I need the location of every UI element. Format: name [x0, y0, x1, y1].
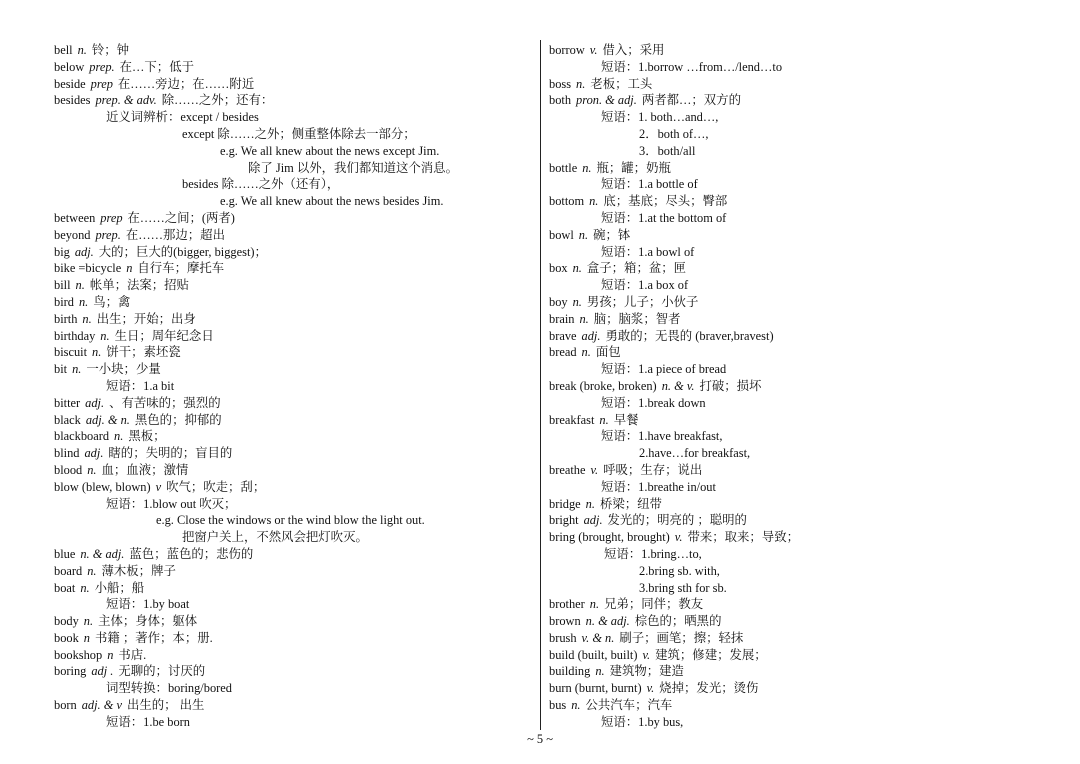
- definition: 黑色的；抑郁的: [134, 412, 222, 427]
- vocab-note: 短语：1.a piece of bread: [601, 362, 727, 377]
- headword: blue: [54, 546, 76, 561]
- part-of-speech: pron. & adj.: [576, 93, 637, 108]
- definition: 建筑；修建；发展；: [655, 647, 767, 662]
- definition: 发光的；明亮的 ；聪明的: [607, 513, 747, 528]
- headword: between: [54, 210, 96, 225]
- part-of-speech: adj.: [85, 395, 105, 410]
- definition: 生日；周年纪念日: [114, 328, 214, 343]
- headword: brother: [549, 597, 585, 612]
- headword: bottom: [549, 194, 585, 209]
- part-of-speech: adj. & v: [81, 698, 122, 713]
- headword: bowl: [549, 227, 574, 242]
- definition: 公共汽车；汽车: [585, 698, 673, 713]
- part-of-speech: v.: [646, 681, 655, 696]
- vocab-entry: [54, 479, 532, 496]
- headword: beyond: [54, 227, 91, 242]
- headword: bring (brought, brought): [549, 530, 670, 545]
- definition: 脑；脑浆；智者: [593, 311, 681, 326]
- definition: 饼干；素坯瓷: [106, 345, 181, 360]
- vocab-entry: [54, 59, 532, 76]
- vocab-entry: [549, 160, 1039, 177]
- part-of-speech: prep. & adv.: [95, 93, 157, 108]
- vocab-entry: [54, 663, 532, 680]
- part-of-speech: prep: [100, 210, 123, 225]
- definition: 自行车；摩托车: [137, 261, 225, 276]
- headword: boss: [549, 76, 572, 91]
- definition: 棕色的；晒黑的: [634, 614, 722, 629]
- vocab-entry: [54, 428, 532, 445]
- part-of-speech: n.: [82, 311, 92, 326]
- vocab-note: 短语：1.break down: [601, 395, 706, 410]
- vocab-entry: [549, 328, 1039, 345]
- vocab-note: 短语：1.by boat: [106, 597, 190, 612]
- definition: 吹气；吹走；刮；: [166, 479, 266, 494]
- headword: bird: [54, 294, 74, 309]
- headword: black: [54, 412, 81, 427]
- vocab-entry: [549, 311, 1039, 328]
- definition: 在……之间；(两者): [127, 210, 235, 225]
- vocab-entry: [54, 697, 532, 714]
- definition: 带来；取来；导致；: [687, 530, 799, 545]
- part-of-speech: n.: [581, 345, 591, 360]
- headword: born: [54, 698, 77, 713]
- headword: bread: [549, 345, 577, 360]
- part-of-speech: n.: [87, 462, 97, 477]
- vocab-entry: [54, 294, 532, 311]
- part-of-speech: adj.: [581, 328, 601, 343]
- page-number: ~ 5 ~: [527, 732, 553, 746]
- part-of-speech: n.: [92, 345, 102, 360]
- vocab-entry: [549, 462, 1039, 479]
- left-column: [54, 42, 532, 731]
- column-divider: [540, 40, 541, 730]
- part-of-speech: n.: [100, 328, 110, 343]
- vocab-entry: [549, 630, 1039, 647]
- vocab-entry: [54, 647, 532, 664]
- vocab-entry: [54, 630, 532, 647]
- definition: 鸟；禽: [93, 294, 131, 309]
- right-column: [549, 42, 1039, 731]
- vocab-note: e.g. Close the windows or the wind blow the light out.: [156, 513, 425, 528]
- definition: 大的；巨大的(bigger, biggest)；: [98, 244, 267, 259]
- definition: 烧掉；发光；烫伤: [659, 681, 759, 696]
- definition: 面包: [595, 345, 621, 360]
- part-of-speech: n.: [578, 227, 589, 242]
- part-of-speech: n.: [75, 278, 85, 293]
- part-of-speech: v.: [589, 43, 598, 57]
- headword: boy: [549, 294, 568, 309]
- definition: 出生；开始；出身: [96, 311, 196, 326]
- part-of-speech: n: [107, 647, 114, 662]
- definition: 帐单；法案；招贴: [89, 278, 189, 293]
- vocab-note: 2．both of…,: [639, 126, 709, 141]
- part-of-speech: v.: [674, 530, 683, 545]
- part-of-speech: n.: [589, 194, 599, 209]
- headword: break (broke, broken): [549, 378, 657, 393]
- headword: blood: [54, 462, 83, 477]
- vocab-entry: [549, 260, 1039, 277]
- part-of-speech: n.: [595, 664, 605, 679]
- vocab-entry: [549, 344, 1039, 361]
- vocab-note: 短语：1. both…and…,: [601, 110, 719, 125]
- vocab-entry: [54, 462, 532, 479]
- vocab-note: 短语：1.borrow …from…/lend…to: [601, 59, 783, 74]
- part-of-speech: prep.: [95, 227, 121, 242]
- part-of-speech: adj.: [583, 513, 603, 528]
- definition: 瓶；罐；奶瓶: [596, 160, 671, 175]
- headword: breakfast: [549, 412, 595, 427]
- part-of-speech: v: [155, 479, 162, 494]
- vocab-entry: [54, 361, 532, 378]
- vocab-entry: [54, 580, 532, 597]
- vocab-entry: [549, 512, 1039, 529]
- headword: blackboard: [54, 429, 110, 444]
- vocab-note: 3.bring sth for sb.: [639, 580, 727, 595]
- definition: 在…下；低于: [119, 59, 194, 74]
- part-of-speech: n.: [72, 362, 82, 377]
- vocab-note: 短语：1.be born: [106, 714, 190, 729]
- vocab-entry: [54, 412, 532, 429]
- definition: 男孩；儿子；小伙子: [586, 294, 699, 309]
- part-of-speech: n.: [77, 43, 87, 57]
- headword: big: [54, 244, 70, 259]
- definition: 、有苦味的；强烈的: [109, 395, 221, 410]
- definition: 呼吸；生存；说出: [603, 462, 703, 477]
- definition: 主体；身体；躯体: [98, 614, 198, 629]
- vocab-note: e.g. We all knew about the news except Jim.: [220, 143, 440, 158]
- headword: both: [549, 93, 572, 108]
- definition: 桥梁；纽带: [599, 496, 662, 511]
- headword: bell: [54, 43, 73, 57]
- vocab-entry: [54, 563, 532, 580]
- part-of-speech: adj. & n.: [85, 412, 130, 427]
- part-of-speech: n.: [80, 580, 90, 595]
- headword: brush: [549, 630, 577, 645]
- part-of-speech: n.: [579, 311, 589, 326]
- vocab-note: 短语：1.at the bottom of: [601, 210, 727, 225]
- headword: boring: [54, 664, 87, 679]
- vocab-note: 短语：1.by bus,: [601, 714, 684, 729]
- part-of-speech: n.: [582, 160, 592, 175]
- definition: 一小块；少量: [86, 362, 161, 377]
- part-of-speech: n.: [576, 76, 586, 91]
- headword: bitter: [54, 395, 81, 410]
- part-of-speech: n: [126, 261, 133, 276]
- vocab-note: 3．both/all: [639, 143, 696, 158]
- vocab-note: 短语：1.blow out 吹灭；: [106, 496, 237, 511]
- headword: burn (burnt, burnt): [549, 681, 642, 696]
- vocab-note: 短语：1.a box of: [601, 278, 689, 293]
- vocab-entry: [54, 613, 532, 630]
- headword: blind: [54, 446, 80, 461]
- headword: bookshop: [54, 647, 103, 662]
- part-of-speech: n.: [572, 261, 582, 276]
- vocab-note: 短语：1.a bottle of: [601, 177, 698, 192]
- part-of-speech: adj.: [74, 244, 94, 259]
- vocab-entry: [549, 663, 1039, 680]
- headword: breathe: [549, 462, 586, 477]
- vocab-entry: [549, 42, 1039, 59]
- vocab-entry: [54, 311, 532, 328]
- part-of-speech: n.: [585, 496, 595, 511]
- part-of-speech: v.: [590, 462, 599, 477]
- headword: birth: [54, 311, 78, 326]
- headword: bike =bicycle: [54, 261, 122, 276]
- vocab-note: 近义词辨析：except / besides: [106, 110, 259, 125]
- vocab-entry: [54, 395, 532, 412]
- vocab-entry: [549, 378, 1039, 395]
- part-of-speech: n.: [571, 698, 581, 713]
- vocab-entry: [549, 496, 1039, 513]
- part-of-speech: n.: [572, 294, 582, 309]
- vocab-note: except 除……之外；侧重整体除去一部分；: [182, 126, 416, 141]
- definition: 老板；工头: [590, 76, 653, 91]
- definition: 蓝色；蓝色的；悲伤的: [129, 546, 254, 561]
- vocab-entry: [54, 445, 532, 462]
- vocab-entry: [549, 680, 1039, 697]
- part-of-speech: adj.: [84, 446, 104, 461]
- headword: brain: [549, 311, 575, 326]
- headword: biscuit: [54, 345, 88, 360]
- definition: 书店.: [118, 647, 147, 662]
- headword: board: [54, 563, 83, 578]
- part-of-speech: n.: [589, 597, 600, 612]
- vocab-entry: [549, 596, 1039, 613]
- definition: 出生的； 出生: [126, 698, 205, 713]
- vocab-note: 词型转换：boring/bored: [106, 681, 232, 696]
- definition: 碗；钵: [593, 227, 631, 242]
- vocab-entry: [54, 210, 532, 227]
- definition: 除……之外；还有：: [161, 93, 274, 108]
- vocab-entry: [54, 328, 532, 345]
- part-of-speech: prep: [90, 76, 113, 91]
- definition: 血；血液；激情: [101, 462, 189, 477]
- vocab-note: 短语：1.have breakfast,: [601, 429, 723, 444]
- vocab-entry: [54, 244, 532, 261]
- definition: 勇敢的；无畏的 (braver,bravest): [605, 328, 774, 343]
- headword: build (built, built): [549, 647, 638, 662]
- definition: 小船；船: [94, 580, 145, 595]
- vocab-note: 短语：1.bring…to,: [604, 546, 702, 561]
- vocab-entry: [54, 92, 532, 109]
- definition: 在……旁边；在……附近: [117, 76, 255, 91]
- part-of-speech: v.: [642, 647, 651, 662]
- vocab-entry: [549, 76, 1039, 93]
- headword: borrow: [549, 43, 585, 57]
- vocab-note: 2.have…for breakfast,: [639, 446, 751, 461]
- definition: 打破；损坏: [699, 378, 762, 393]
- definition: 铃；钟: [91, 43, 130, 57]
- definition: 薄木板；牌子: [101, 563, 176, 578]
- headword: bit: [54, 362, 68, 377]
- headword: book: [54, 630, 79, 645]
- headword: body: [54, 614, 79, 629]
- headword: besides: [54, 93, 91, 108]
- vocab-entry: [549, 529, 1039, 546]
- definition: 借入；采用: [602, 43, 665, 57]
- definition: 底；基底；尽头；臀部: [603, 194, 728, 209]
- vocab-entry: [549, 227, 1039, 244]
- vocab-note: 短语：1.a bit: [106, 378, 175, 393]
- definition: 早餐: [613, 412, 639, 427]
- vocab-entry: [549, 412, 1039, 429]
- part-of-speech: n.: [78, 294, 89, 309]
- headword: box: [549, 261, 568, 276]
- headword: bridge: [549, 496, 581, 511]
- headword: beside: [54, 76, 86, 91]
- part-of-speech: n. & v.: [661, 378, 695, 393]
- part-of-speech: n.: [87, 563, 97, 578]
- headword: bottle: [549, 160, 578, 175]
- vocab-entry: [54, 277, 532, 294]
- definition: 瞎的；失明的；盲目的: [108, 446, 233, 461]
- part-of-speech: v. & n.: [581, 630, 615, 645]
- headword: bright: [549, 513, 579, 528]
- vocab-entry: [54, 546, 532, 563]
- definition: 兄弟；同伴；教友: [604, 597, 704, 612]
- vocab-entry: [549, 92, 1039, 109]
- vocab-note: 2.bring sb. with,: [639, 563, 720, 578]
- vocab-entry: [549, 647, 1039, 664]
- part-of-speech: n. & adj.: [585, 614, 630, 629]
- vocab-note: 短语：1.a bowl of: [601, 244, 695, 259]
- headword: brown: [549, 614, 581, 629]
- vocab-entry: [54, 227, 532, 244]
- vocab-entry: [54, 344, 532, 361]
- part-of-speech: n.: [114, 429, 124, 444]
- vocab-entry: [549, 193, 1039, 210]
- headword: bill: [54, 278, 71, 293]
- vocab-entry: [54, 42, 532, 59]
- headword: birthday: [54, 328, 96, 343]
- vocab-entry: [54, 76, 532, 93]
- vocab-note: 除了 Jim 以外，我们都知道这个消息。: [248, 160, 458, 175]
- definition: 刷子；画笔；擦；轻抹: [619, 630, 744, 645]
- vocab-note: e.g. We all knew about the news besides Jim.: [220, 194, 444, 209]
- headword: bus: [549, 698, 567, 713]
- definition: 建筑物；建造: [609, 664, 684, 679]
- vocab-entry: [549, 613, 1039, 630]
- vocab-entry: [549, 294, 1039, 311]
- part-of-speech: n. & adj.: [80, 546, 125, 561]
- headword: brave: [549, 328, 577, 343]
- vocab-entry: [549, 697, 1039, 714]
- vocab-note: besides 除……之外（还有），: [182, 177, 340, 192]
- definition: 盒子；箱；盆；匣: [586, 261, 687, 276]
- definition: 两者都…；双方的: [641, 93, 741, 108]
- definition: 无聊的；讨厌的: [118, 664, 206, 679]
- part-of-speech: n.: [599, 412, 609, 427]
- definition: 在……那边；超出: [125, 227, 225, 242]
- part-of-speech: n: [83, 630, 90, 645]
- part-of-speech: n.: [83, 614, 94, 629]
- part-of-speech: adj .: [91, 664, 114, 679]
- headword: blow (blew, blown): [54, 479, 151, 494]
- headword: boat: [54, 580, 76, 595]
- headword: below: [54, 59, 85, 74]
- headword: building: [549, 664, 591, 679]
- vocab-note: 短语：1.breathe in/out: [601, 479, 716, 494]
- vocab-note: 把窗户关上，不然风会把灯吹灭。: [182, 530, 368, 545]
- definition: 书籍 ；著作；本；册.: [94, 630, 213, 645]
- part-of-speech: prep.: [89, 59, 115, 74]
- definition: 黑板；: [128, 429, 166, 444]
- vocab-entry: [54, 260, 532, 277]
